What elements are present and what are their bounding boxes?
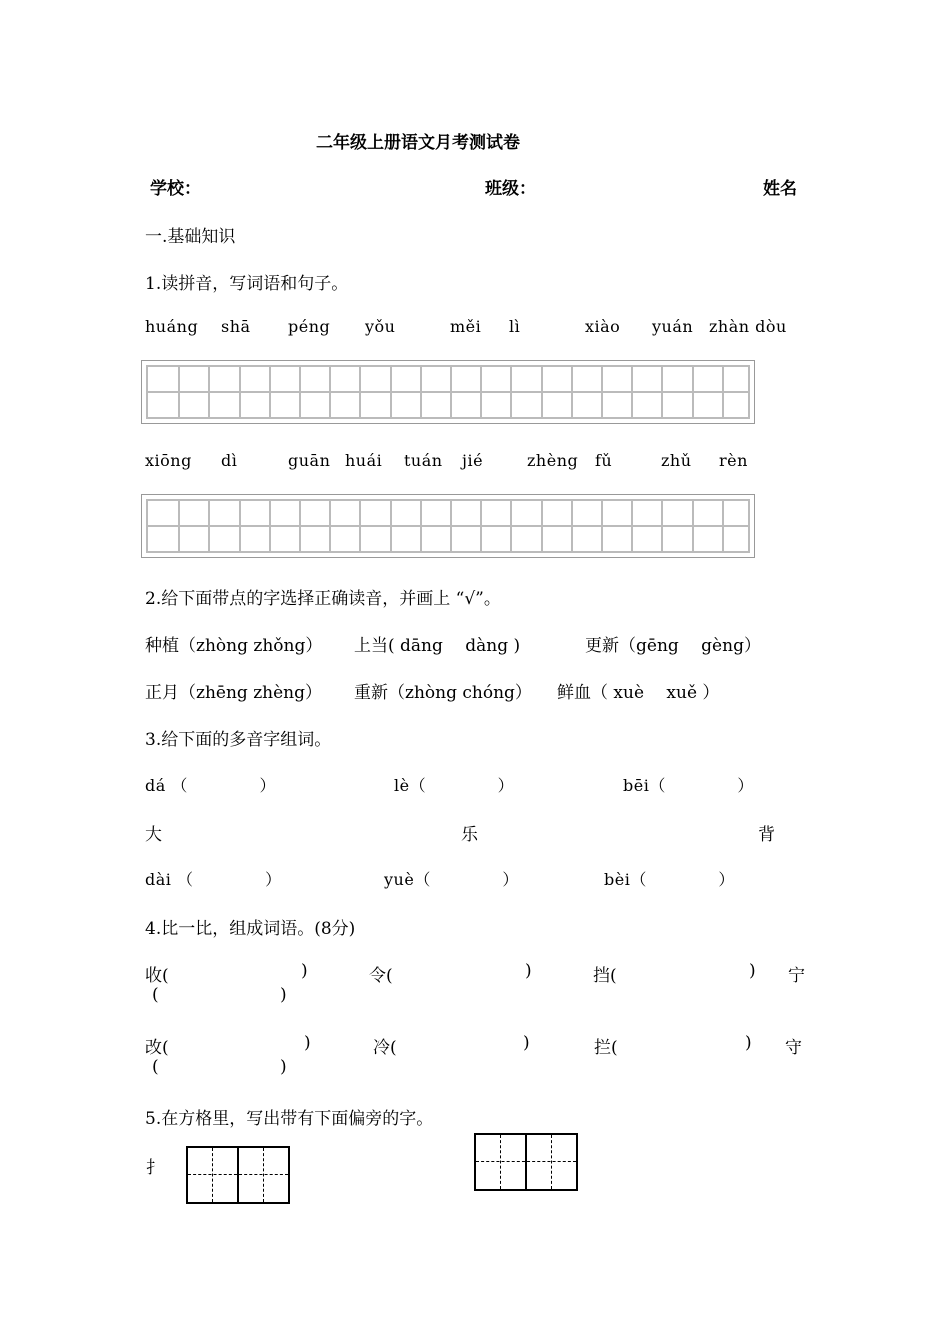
grid-midline <box>148 525 748 527</box>
compare-char: 令( <box>369 966 393 986</box>
writing-grid-1[interactable] <box>141 360 755 424</box>
bracket: ( <box>152 985 159 1005</box>
bracket: ) <box>280 985 287 1005</box>
reading-choice[interactable]: 上当( dāng dàng ) <box>354 636 521 656</box>
bracket: ) <box>523 1033 530 1053</box>
pinyin: yǒu <box>365 317 396 336</box>
compare-char: 守 <box>785 1038 802 1058</box>
class-label: 班级： <box>485 179 536 199</box>
pinyin: zhàn dòu <box>709 317 787 336</box>
reading-choice[interactable]: 鲜血（ xuè xuě ） <box>557 683 720 703</box>
question-4-prompt: 4.比一比，组成词语。(8分) <box>145 919 356 939</box>
pinyin: fǔ <box>595 451 613 470</box>
polyphone-char: 乐 <box>461 825 478 845</box>
polyphone-blank[interactable]: dài （ ） <box>145 870 282 889</box>
pinyin: tuán <box>404 451 443 470</box>
question-3-prompt: 3.给下面的多音字组词。 <box>145 730 332 750</box>
reading-choice[interactable]: 种植（zhòng zhǒng） <box>145 636 323 656</box>
bracket: ) <box>749 961 756 981</box>
compare-char: 挡( <box>593 966 617 986</box>
bracket: ( <box>152 1057 159 1077</box>
reading-choice[interactable]: 更新（gēng gèng） <box>585 636 761 656</box>
bracket: ) <box>304 1033 311 1053</box>
pinyin: zhèng <box>527 451 579 470</box>
polyphone-blank[interactable]: lè（ ） <box>394 776 515 795</box>
writing-grid-2[interactable] <box>141 494 755 558</box>
pinyin: péng <box>288 317 331 336</box>
reading-choice[interactable]: 正月（zhēng zhèng） <box>145 683 322 703</box>
polyphone-blank[interactable]: bēi（ ） <box>623 776 754 795</box>
polyphone-blank[interactable]: dá （ ） <box>145 776 276 795</box>
compare-char: 收( <box>145 966 169 986</box>
pinyin: xiōng <box>145 451 192 470</box>
pinyin: rèn <box>719 451 748 470</box>
pinyin: jié <box>462 451 484 470</box>
reading-choice[interactable]: 重新（zhòng chóng） <box>354 683 532 703</box>
pinyin: huái <box>345 451 383 470</box>
polyphone-char: 背 <box>758 825 775 845</box>
pinyin: měi <box>450 317 482 336</box>
compare-char: 改( <box>145 1038 169 1058</box>
question-2-prompt: 2.给下面带点的字选择正确读音，并画上 “√”。 <box>145 589 501 609</box>
polyphone-blank[interactable]: yuè（ ） <box>384 870 519 889</box>
bracket: ) <box>301 961 308 981</box>
compare-char: 拦( <box>594 1038 618 1058</box>
bracket: ) <box>525 961 532 981</box>
section-title: 一.基础知识 <box>145 227 236 247</box>
pinyin: yuán <box>652 317 694 336</box>
tian-box-pair-2[interactable] <box>474 1133 578 1191</box>
bracket: ) <box>280 1057 287 1077</box>
polyphone-blank[interactable]: bèi（ ） <box>604 870 735 889</box>
grid-midline <box>148 391 748 393</box>
name-label: 姓名 <box>763 179 797 199</box>
radical-label: 扌 <box>146 1158 163 1178</box>
pinyin: huáng <box>145 317 199 336</box>
compare-char: 宁 <box>788 966 805 986</box>
compare-char: 冷( <box>373 1038 397 1058</box>
pinyin: dì <box>221 451 238 470</box>
pinyin: zhǔ <box>661 451 692 470</box>
pinyin: guān <box>288 451 331 470</box>
pinyin: lì <box>509 317 521 336</box>
tian-box-pair-1[interactable] <box>186 1146 290 1204</box>
school-label: 学校： <box>150 179 201 199</box>
bracket: ) <box>745 1033 752 1053</box>
pinyin: shā <box>221 317 251 336</box>
polyphone-char: 大 <box>145 825 162 845</box>
question-1-prompt: 1.读拼音，写词语和句子。 <box>145 274 349 294</box>
question-5-prompt: 5.在方格里，写出带有下面偏旁的字。 <box>145 1109 434 1129</box>
page-title: 二年级上册语文月考测试卷 <box>316 133 520 153</box>
pinyin: xiào <box>585 317 621 336</box>
